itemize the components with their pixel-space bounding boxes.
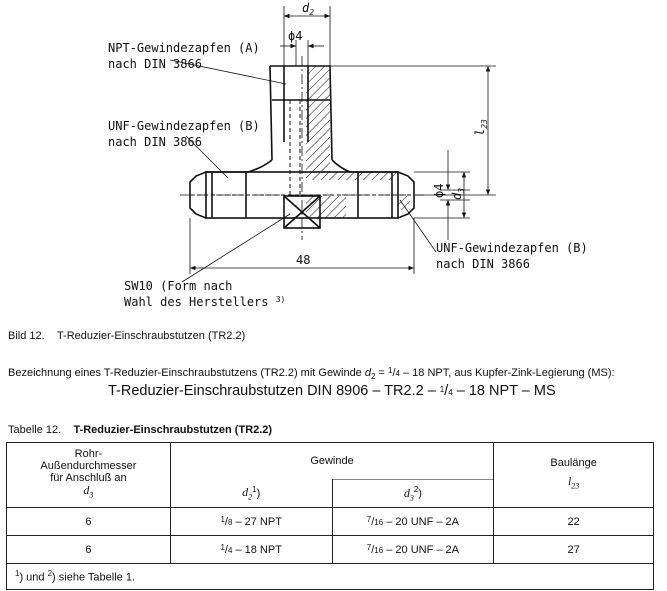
dim-phi4-right: ϕ4 [432,183,446,198]
figure-number: Bild 12. [8,330,45,342]
header-d3: $d_3^2$) [332,480,494,508]
header-baulaenge: Baulänge $l_{23}$ [494,443,654,508]
dim-l23: $l_{23}$ [473,119,489,136]
dim-d3: $d_3$ [450,187,466,200]
label-unf-left-line1: UNF-Gewindezapfen (B) [108,119,260,133]
header-gewinde: Gewinde [170,443,493,480]
figure-caption [8,330,245,342]
header-tube-diameter: Rohr- Außendurchmesser für Anschluß an $d_3$ [7,443,171,508]
spec-table [6,442,654,590]
figure-title: T-Reduzier-Einschraubstutzen (TR2.2) [56,330,246,342]
header-d2: $d_2^1$) [170,480,332,508]
designation-example: T-Reduzier-Einschraubstutzen DIN 8906 – TR2.2 – $^1$/4 – 18 NPT – MS [108,383,556,399]
table-caption [8,424,272,436]
label-npt-line1: NPT-Gewindezapfen (A) [108,41,260,55]
designation-line: Bezeichnung eines T-Reduzier-Einschraubstutzens (TR2.2) mit Gewinde $d_2 = ^1/4 - 18$ NPT, aus Kupfer-Zink-Legierung (MS): [8,366,615,382]
table-row: 6 $^1$/8 – 27 NPT $^7$/16 – 20 UNF – 2A 22 [7,508,654,536]
table-row: 6 $^1$/4 – 18 NPT $^7$/16 – 20 UNF – 2A 27 [7,536,654,564]
dim-48: 48 [296,253,311,267]
label-sw-line1: SW10 (Form nach [124,279,233,293]
table-title: T-Reduzier-Einschraubstutzen (TR2.2) [73,424,273,436]
table-footnote: $^1$) und $^2$) siehe Tabelle 1. [7,564,654,590]
dim-d2: $d_2$ [302,1,315,17]
dim-phi4-top: ϕ4 [288,29,303,43]
label-unf-right-line2: nach DIN 3866 [436,257,530,271]
label-unf-right-line1: UNF-Gewindezapfen (B) [436,241,588,255]
table-footnote-row [7,564,654,590]
label-unf-left-line2: nach DIN 3866 [108,135,202,149]
leader-lines [170,60,436,282]
table-number: Tabelle 12. [8,424,62,436]
table-header-row [7,443,654,480]
label-sw-line2: Wahl des Herstellers $^{3)}$ [124,295,286,309]
label-npt-line2: nach DIN 3866 [108,57,202,71]
